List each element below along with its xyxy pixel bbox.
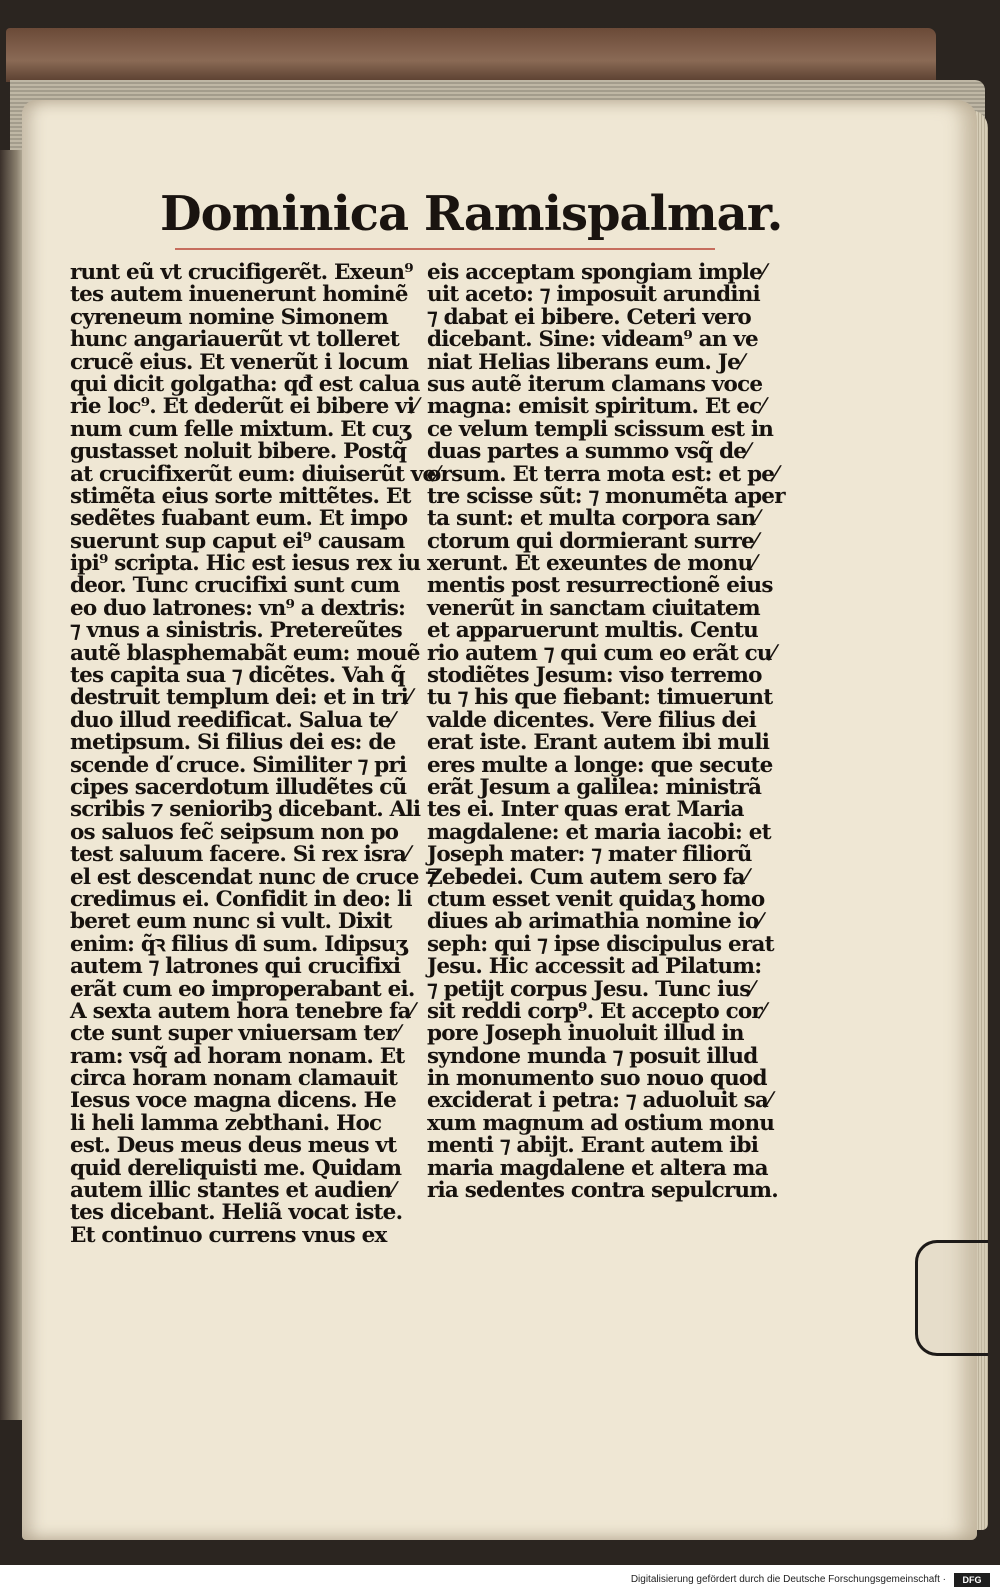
- text-line: eis acceptam spongiam imple⁄: [427, 260, 765, 285]
- text-line: quid dereliquisti me. Quidam: [70, 1155, 402, 1181]
- text-line: Zebedei. Cum autem sero fa⁄: [427, 864, 748, 890]
- text-line: credimus ei. Confidit in deo: li: [70, 886, 412, 912]
- text-line: mentis post resurrectionẽ eius: [427, 573, 773, 599]
- text-line: menti ⁊ abijt. Erant autem ibi: [427, 1133, 759, 1159]
- text-line: deor. Tunc crucifixi sunt cum: [70, 573, 400, 599]
- book-cover-top: [6, 28, 936, 82]
- text-line: erat iste. Erant autem ibi muli: [427, 730, 770, 756]
- text-line: ctorum qui dormierant surre⁄: [427, 528, 757, 554]
- text-line: autẽ blasphemabãt eum: mouẽ: [70, 640, 420, 666]
- text-line: est. Deus meus deus meus vt: [70, 1133, 397, 1159]
- text-line: sit reddi corp⁹. Et accepto cor⁄: [427, 998, 765, 1024]
- text-line: ⁊ vnus a sinistris. Pretereũtes: [70, 618, 402, 644]
- text-line: diues ab arimathia nomine io⁄: [427, 909, 762, 935]
- text-line: ria sedentes contra sepulcrum.: [427, 1178, 778, 1204]
- text-line: dicebant. Sine: videam⁹ an ve: [427, 327, 758, 353]
- text-line: enim: q̃ꝛ filius ďi sum. Idipsuʒ: [70, 931, 407, 957]
- text-line: et apparuerunt multis. Centu: [427, 618, 758, 644]
- text-line: ta sunt: et multa corpora san⁄: [427, 506, 759, 532]
- text-line: duo illud reedificat. Salua te⁄: [70, 707, 394, 733]
- text-line: stodiẽtes Jesum: viso terremo: [427, 663, 762, 689]
- text-line: el est descendat nunc de cruce ⁊: [70, 864, 436, 890]
- text-line: ⁊ dabat ei bibere. Ceteri vero: [427, 304, 751, 330]
- text-line: tes dicebant. Heliã vocat iste.: [70, 1200, 403, 1226]
- text-line: scribis ⁊ senioribꝫ dicebant. Ali: [70, 797, 421, 823]
- text-line: erãt Jesum a galilea: ministrã: [427, 774, 762, 800]
- text-line: tu ⁊ his que fiebant: timuerunt: [427, 685, 773, 711]
- footer-bar: [0, 1571, 1000, 1591]
- text-line: cte sunt super vniuersam ter⁄: [70, 1021, 399, 1047]
- text-line: rie loc⁹. Et dederũt ei bibere vi⁄: [70, 394, 418, 420]
- text-line: seph: qui ⁊ ipse discipulus erat: [427, 931, 774, 957]
- text-line: ⁊ petijt corpus Jesu. Tunc ius⁄: [427, 976, 754, 1002]
- text-line: sus autẽ iterum clamans voce: [427, 371, 763, 397]
- funding-credit: Digitalisierung gefördert durch die Deutsche Forschungsgemeinschaft ·: [630, 1574, 946, 1585]
- text-line: destruit templum dei: et in tri⁄: [70, 685, 411, 711]
- text-line: tre scisse sũt: ⁊ monumẽta aper: [427, 483, 785, 509]
- text-line: autem illic stantes et audien⁄: [70, 1178, 395, 1204]
- text-line: os saluos fec̃ seipsum non po: [70, 819, 399, 845]
- text-line: uit aceto: ⁊ imposuit arundini: [427, 282, 760, 308]
- text-line: A sexta autem hora tenebre fa⁄: [70, 998, 414, 1024]
- page-clip: [915, 1240, 988, 1356]
- text-line: li heli lamma zebthani. Hoc: [70, 1110, 382, 1136]
- text-line: cyreneum nomine Simonem: [70, 304, 388, 330]
- left-text-column: [70, 260, 439, 1248]
- text-line: syndone munda ⁊ posuit illud: [427, 1043, 758, 1069]
- text-line: cipes sacerdotum illudẽtes cũ: [70, 774, 407, 800]
- text-line: Et continuo currens vnus ex: [70, 1222, 387, 1248]
- text-line: ctum esset venit quidaʒ homo: [427, 886, 765, 912]
- text-line: maria magdalene et altera ma: [427, 1155, 768, 1181]
- text-line: pore Joseph inuoluit illud in: [427, 1021, 744, 1047]
- text-line: valde dicentes. Vere filius dei: [427, 707, 757, 733]
- text-line: rio autem ⁊ qui cum eo erãt cu⁄: [427, 640, 775, 666]
- text-line: hunc angariauerũt vt tolleret: [70, 327, 400, 353]
- text-line: tes ei. Inter quas erat Maria: [427, 797, 744, 823]
- text-line: ipi⁹ scripta. Hic est iesus rex iu: [70, 551, 421, 577]
- text-line: magdalene: et maria iacobi: et: [427, 819, 771, 845]
- text-line: tes capita sua ⁊ dicẽtes. Vah q̃: [70, 663, 405, 689]
- text-line: exciderat i petra: ⁊ aduoluit sa⁄: [427, 1088, 771, 1114]
- text-line: duas partes a summo vsq̃ de⁄: [427, 439, 749, 465]
- text-line: eres multe a longe: que secute: [427, 752, 773, 778]
- text-line: orsum. Et terra mota est: et pe⁄: [427, 461, 777, 487]
- text-line: test saluum facere. Si rex isra⁄: [70, 842, 409, 868]
- text-line: stimẽta eius sorte mittẽtes. Et: [70, 483, 411, 509]
- text-line: Jesu. Hic accessit ad Pilatum:: [427, 954, 762, 980]
- text-line: metipsum. Si filius dei es: de: [70, 730, 396, 756]
- text-line: beret eum nunc si vult. Dixit: [70, 909, 392, 935]
- heading-underline: [175, 248, 715, 250]
- text-line: ram: vsq̃ ad horam nonam. Et: [70, 1043, 405, 1069]
- text-line: autem ⁊ latrones qui crucifixi: [70, 954, 401, 980]
- text-line: circa horam nonam clamauit: [70, 1066, 398, 1092]
- text-line: venerũt in sanctam ciuitatem: [427, 595, 760, 621]
- text-line: erãt cum eo improperabant ei.: [70, 976, 415, 1002]
- right-text-column: [427, 262, 787, 1202]
- text-line: niat Helias liberans eum. Je⁄: [427, 349, 743, 375]
- text-line: qui dicit golgatha: qđ est calua: [70, 371, 420, 397]
- text-line: gustasset noluit bibere. Postq̃: [70, 439, 407, 465]
- text-line: eo duo latrones: vn⁹ a dextris:: [70, 595, 406, 621]
- text-line: suerunt sup caput ei⁹ causam: [70, 528, 405, 554]
- text-line: xerunt. Et exeuntes de monu⁄: [427, 551, 756, 577]
- text-line: scende ď cruce. Similiter ⁊ pri: [70, 752, 407, 778]
- text-line: Joseph mater: ⁊ mater filiorũ: [427, 842, 752, 868]
- text-line: sedẽtes fuabant eum. Et impo: [70, 506, 408, 532]
- text-line: crucẽ eius. Et venerũt i locum: [70, 349, 409, 375]
- page-heading: Dominica Ramispalmar.: [160, 186, 783, 242]
- text-line: in monumento suo nouo quod: [427, 1066, 767, 1092]
- text-line: tes autem inuenerunt hominẽ: [70, 282, 408, 308]
- text-line: xum magnum ad ostium monu: [427, 1110, 775, 1136]
- text-line: ce velum templi scissum est in: [427, 416, 774, 442]
- text-line: Iesus voce magna dicens. He: [70, 1088, 396, 1114]
- dfg-logo: DFG: [954, 1573, 990, 1587]
- text-line: runt eũ vt crucifigerẽt. Exeun⁹: [70, 260, 413, 285]
- text-line: magna: emisit spiritum. Et ec⁄: [427, 394, 765, 420]
- text-line: at crucifixerũt eum: diuiserũt ve⁄: [70, 461, 439, 487]
- text-line: num cum felle mixtum. Et cuʒ: [70, 416, 411, 442]
